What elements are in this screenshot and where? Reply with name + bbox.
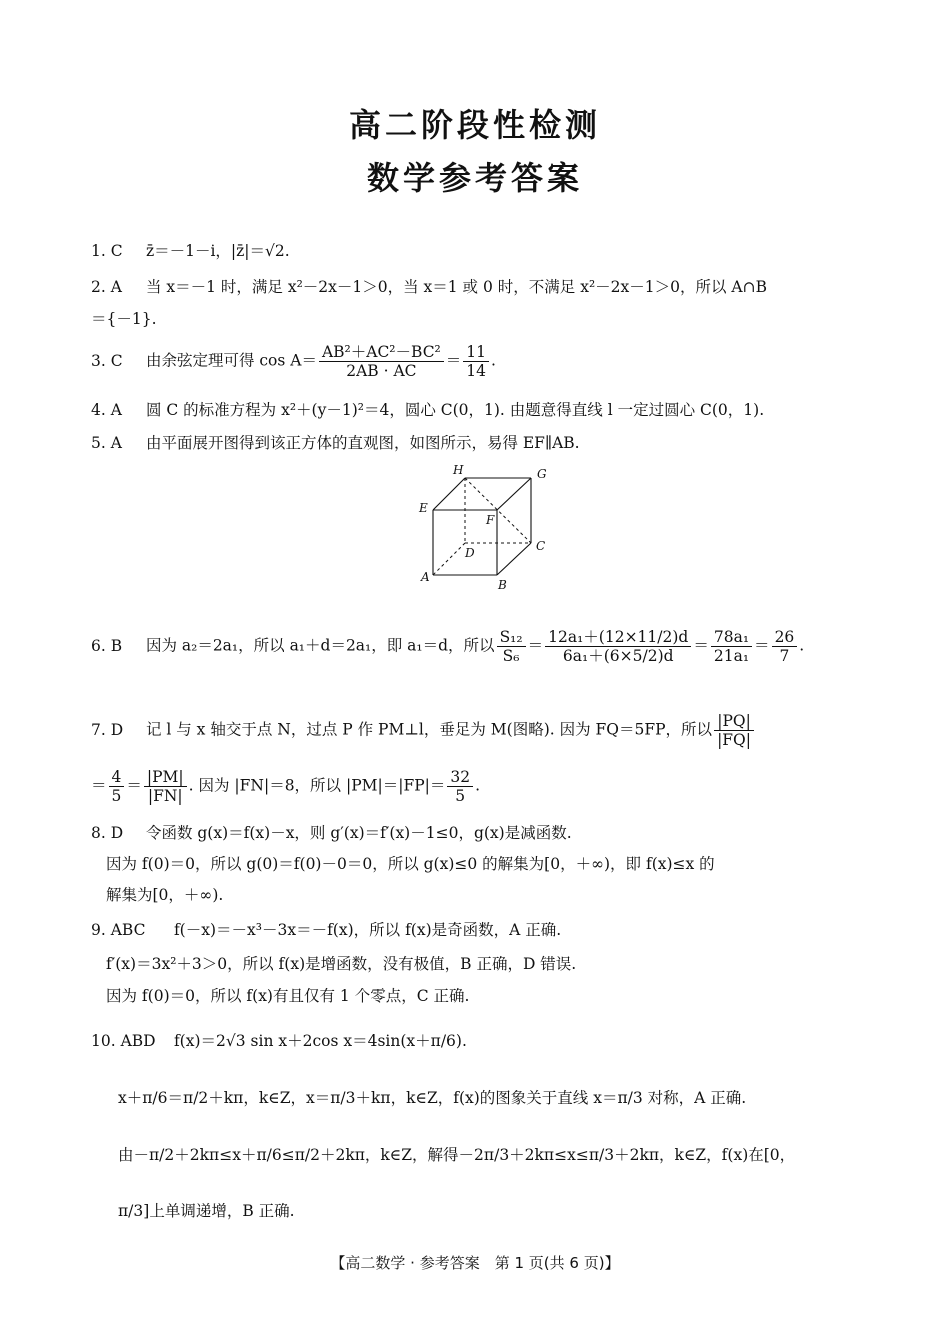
answer-text: 因为 f(0)＝0，所以 g(0)＝f(0)－0＝0，所以 g(x)≤0 的解集为[0，＋∞)，即 f(x)≤x 的 xyxy=(106,855,715,873)
answer-9-cont xyxy=(106,985,469,1007)
answer-number: 6. B xyxy=(91,636,123,655)
answer-10-cont xyxy=(118,1087,746,1109)
answer-number: 5. A xyxy=(91,434,122,452)
answer-text: x＋π/6＝π/2＋kπ，k∈Z，x＝π/3＋kπ，k∈Z，f(x)的图象关于直线 x＝π/3 对称，A 正确. xyxy=(118,1089,747,1107)
fraction: $\frac{|PM|}{|FN|}$ xyxy=(144,768,187,805)
fraction: $\frac{4}{5}$ xyxy=(109,768,125,805)
vertex-label: H xyxy=(453,463,464,477)
answer-text: 当 x＝－1 时，满足 x²－2x－1＞0，当 x＝1 或 0 时，不满足 x²－2x－1＞0，所以 A∩B xyxy=(145,278,767,296)
answer-text: π/3]上单调递增，B 正确. xyxy=(118,1202,295,1220)
answer-2 xyxy=(91,276,767,298)
vertex-label: F xyxy=(486,513,495,527)
vertex-label: A xyxy=(421,570,430,584)
answer-text: 圆 C 的标准方程为 x²＋(y－1)²＝4，圆心 C(0，1). 由题意得直线 l 一定过圆心 C(0，1). xyxy=(145,401,765,419)
answer-text: 由平面展开图得到该正方体的直观图，如图所示，易得 EF∥AB. xyxy=(145,434,580,452)
answer-text: 由余弦定理可得 cos A＝ xyxy=(145,351,317,370)
answer-7-cont: ＝ $\frac{4}{5}$ ＝ $\frac{|PM|}{|FN|}$ . 因为 |FN|＝8，所以 |PM|＝|FP|＝ $\frac{32}{5}$ . xyxy=(91,768,481,805)
answer-text: ＝{－1}. xyxy=(91,310,157,328)
answer-2-cont xyxy=(91,308,157,330)
vertex-label: G xyxy=(537,467,547,481)
answer-number: 10. ABD xyxy=(91,1032,156,1050)
fraction: $\frac{\text{78a₁}}{\text{21a₁}}$ xyxy=(711,628,752,665)
fraction: $\frac{\text{12a₁＋(12×11/2)d}}{\text{6a₁＋(6×5/2)d}}$ xyxy=(545,628,691,665)
answer-text: 记 l 与 x 轴交于点 N，过点 P 作 PM⊥l，垂足为 M(图略). 因为 FQ＝5FP，所以 xyxy=(145,720,713,739)
answer-number: 4. A xyxy=(91,401,122,419)
answer-8-cont xyxy=(106,853,715,875)
answer-1 xyxy=(91,240,290,262)
answer-9 xyxy=(91,919,561,941)
page-footer: 【高二数学 · 参考答案 第 1 页(共 6 页)】 xyxy=(330,1254,620,1272)
answer-number: 3. C xyxy=(91,351,123,370)
answer-4 xyxy=(91,399,764,421)
vertex-label: B xyxy=(498,578,507,592)
answer-text: f(x)＝2√3 sin x＋2cos x＝4sin(x＋π/6). xyxy=(173,1032,467,1050)
answer-9-cont xyxy=(106,953,576,975)
answer-number: 9. ABC xyxy=(91,921,146,939)
answer-10-cont xyxy=(118,1200,295,1222)
fraction: $\frac{\text{AB²＋AC²－BC²}}{2AB \cdot AC}$ xyxy=(319,343,444,380)
answer-number: 1. C xyxy=(91,242,123,260)
fraction: $\frac{|PQ|}{|FQ|}$ xyxy=(714,712,754,749)
answer-6: 6. B 因为 a₂＝2a₁，所以 a₁＋d＝2a₁，即 a₁＝d，所以 $\frac{\text{S₁₂}}{\text{S₆}}$ ＝ $\frac{\text{12a₁＋(12×11/2)d}}{\text{6a₁＋(6×5/2)d}}$ ＝ $\frac{\text{78a₁}}{\text{21a₁}}$ ＝ $\frac{26}{7}$ . xyxy=(91,628,805,665)
answer-10-cont xyxy=(118,1144,795,1166)
answer-8 xyxy=(91,822,572,844)
vertex-label: D xyxy=(465,546,475,560)
answer-8-cont xyxy=(106,884,223,906)
vertex-label: E xyxy=(419,501,428,515)
answer-7 xyxy=(91,712,756,749)
answer-3: 3. C 由余弦定理可得 cos A＝ $\frac{\text{AB²＋AC²－BC²}}{2AB \cdot AC}$ ＝ $\frac{11}{14}$ . xyxy=(91,343,496,380)
answer-text: 因为 a₂＝2a₁，所以 a₁＋d＝2a₁，即 a₁＝d，所以 xyxy=(145,636,495,655)
fraction: $\frac{32}{5}$ xyxy=(447,768,473,805)
fraction: $\frac{\text{S₁₂}}{\text{S₆}}$ xyxy=(497,628,526,665)
answer-5 xyxy=(91,432,580,454)
cube-figure xyxy=(415,462,555,592)
answer-number: 8. D xyxy=(91,824,124,842)
answer-text: 由－π/2＋2kπ≤x＋π/6≤π/2＋2kπ，k∈Z，解得－2π/3＋2kπ≤x≤π/3＋2kπ，k∈Z，f(x)在[0， xyxy=(118,1146,796,1164)
answer-10 xyxy=(91,1030,467,1052)
fraction: $\frac{26}{7}$ xyxy=(772,628,798,665)
page-subtitle: 数学参考答案 xyxy=(366,159,583,197)
vertex-label: C xyxy=(536,539,546,553)
answer-text: 解集为[0，＋∞). xyxy=(106,886,224,904)
answer-text: z̄＝－1－i，|z̄|＝√2. xyxy=(145,242,290,260)
answer-text: f′(x)＝3x²＋3＞0，所以 f(x)是增函数，没有极值，B 正确，D 错误. xyxy=(106,955,577,973)
fraction: $\frac{11}{14}$ xyxy=(463,343,489,380)
page-title: 高二阶段性检测 xyxy=(348,106,601,144)
answer-text: 令函数 g(x)＝f(x)－x，则 g′(x)＝f′(x)－1≤0，g(x)是减函数. xyxy=(145,824,572,842)
answer-number: 2. A xyxy=(91,278,122,296)
answer-number: 7. D xyxy=(91,720,124,739)
answer-text: f(－x)＝－x³－3x＝－f(x)，所以 f(x)是奇函数，A 正确. xyxy=(173,921,562,939)
answer-text: 因为 f(0)＝0，所以 f(x)有且仅有 1 个零点，C 正确. xyxy=(106,987,470,1005)
